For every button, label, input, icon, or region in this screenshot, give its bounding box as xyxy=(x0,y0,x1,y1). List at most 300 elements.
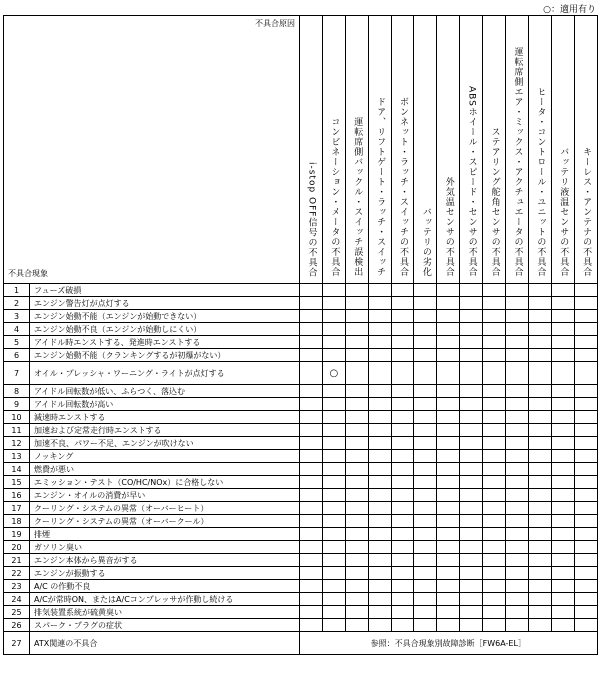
cause-cell xyxy=(528,424,551,437)
cause-cell xyxy=(528,450,551,463)
header-row xyxy=(4,16,598,284)
cause-cell xyxy=(322,411,345,424)
cause-cell xyxy=(528,515,551,528)
symptom-title: 不具合現象 xyxy=(8,269,48,278)
cause-cell xyxy=(322,593,345,606)
cause-cell xyxy=(460,398,483,411)
cause-cell xyxy=(460,424,483,437)
cause-cell xyxy=(391,323,414,336)
cause-cell xyxy=(437,310,460,323)
cause-cell xyxy=(368,336,391,349)
symptom-cell: エンジン・オイルの消費が早い xyxy=(30,489,300,502)
cause-cell xyxy=(574,297,597,310)
cause-header: キーレス・アンテナの不具合 xyxy=(574,16,597,284)
cause-cell xyxy=(551,450,574,463)
cause-cell xyxy=(391,450,414,463)
cause-cell xyxy=(551,567,574,580)
cause-cell xyxy=(574,437,597,450)
cause-cell xyxy=(414,411,437,424)
cause-cell xyxy=(437,580,460,593)
legend: ○：適用有り xyxy=(543,5,596,15)
table-row xyxy=(4,632,598,655)
cause-cell xyxy=(551,541,574,554)
cause-cell xyxy=(414,297,437,310)
cause-cell xyxy=(345,437,368,450)
cause-cell xyxy=(506,463,529,476)
cause-cell xyxy=(483,450,506,463)
cause-cell xyxy=(551,349,574,362)
cause-cell xyxy=(300,323,323,336)
cause-cell xyxy=(551,297,574,310)
cause-cell xyxy=(300,502,323,515)
cause-cell xyxy=(368,502,391,515)
cause-cell xyxy=(483,385,506,398)
symptom-cell: アイドル回転数が高い xyxy=(30,398,300,411)
cause-cell xyxy=(574,541,597,554)
cause-cell xyxy=(483,398,506,411)
cause-cell xyxy=(437,323,460,336)
cause-cell xyxy=(391,284,414,297)
cause-cell xyxy=(574,398,597,411)
cause-header: バッテリの劣化 xyxy=(414,16,437,284)
cause-cell xyxy=(345,502,368,515)
symptom-cell: アイドル時エンストする、発進時エンストする xyxy=(30,336,300,349)
cause-header: 運転席側バックル・スイッチ誤検出 xyxy=(345,16,368,284)
cause-cell xyxy=(322,489,345,502)
table-row xyxy=(4,593,598,606)
cause-cell xyxy=(528,502,551,515)
cause-cell xyxy=(574,411,597,424)
cause-cell xyxy=(528,528,551,541)
cause-cell xyxy=(460,606,483,619)
cause-cell xyxy=(414,362,437,385)
cause-cell xyxy=(460,297,483,310)
cause-cell xyxy=(483,580,506,593)
row-number: 6 xyxy=(4,349,30,362)
cause-cell xyxy=(300,463,323,476)
cause-cell xyxy=(414,554,437,567)
cause-cell xyxy=(460,450,483,463)
row-number: 9 xyxy=(4,398,30,411)
cause-cell xyxy=(345,411,368,424)
cause-header: ボンネット・ラッチ・スイッチの不具合 xyxy=(391,16,414,284)
cause-cell xyxy=(506,349,529,362)
cause-cell xyxy=(483,567,506,580)
symptom-cell: エンジン本体から異音がする xyxy=(30,554,300,567)
cause-cell xyxy=(528,567,551,580)
cause-cell xyxy=(414,476,437,489)
cause-cell xyxy=(506,336,529,349)
cause-cell xyxy=(368,541,391,554)
cause-cell xyxy=(437,567,460,580)
cause-cell xyxy=(414,580,437,593)
cause-cell xyxy=(322,437,345,450)
table-row xyxy=(4,310,598,323)
cause-cell xyxy=(300,541,323,554)
cause-cell xyxy=(437,349,460,362)
row-number: 1 xyxy=(4,284,30,297)
cause-cell xyxy=(460,593,483,606)
cause-cell xyxy=(437,385,460,398)
cause-header: 外気温センサの不具合 xyxy=(437,16,460,284)
cause-cell xyxy=(300,385,323,398)
cause-cell xyxy=(460,567,483,580)
cause-cell xyxy=(345,606,368,619)
cause-cell xyxy=(574,489,597,502)
cause-cell xyxy=(528,385,551,398)
cause-cell xyxy=(368,398,391,411)
cause-cell xyxy=(345,515,368,528)
cause-cell xyxy=(368,310,391,323)
table-row xyxy=(4,362,598,385)
table-row xyxy=(4,284,598,297)
table-row xyxy=(4,606,598,619)
cause-cell xyxy=(414,593,437,606)
row-number: 16 xyxy=(4,489,30,502)
row-number: 7 xyxy=(4,362,30,385)
cause-cell xyxy=(322,476,345,489)
cause-cell xyxy=(574,606,597,619)
symptom-cell: ノッキング xyxy=(30,450,300,463)
cause-cell xyxy=(551,424,574,437)
cause-cell xyxy=(483,323,506,336)
cause-cell xyxy=(460,489,483,502)
cause-cell xyxy=(574,349,597,362)
cause-cell xyxy=(322,580,345,593)
cause-cell xyxy=(437,593,460,606)
cause-cell xyxy=(574,554,597,567)
cause-cell xyxy=(506,450,529,463)
cause-cell xyxy=(368,437,391,450)
cause-cell xyxy=(414,463,437,476)
table-row xyxy=(4,385,598,398)
row-number: 22 xyxy=(4,567,30,580)
symptom-cell: エンジン始動不良（エンジンが始動しにくい） xyxy=(30,323,300,336)
cause-cell xyxy=(368,323,391,336)
cause-cell xyxy=(574,502,597,515)
cause-cell xyxy=(460,336,483,349)
row-number: 15 xyxy=(4,476,30,489)
cause-cell xyxy=(437,554,460,567)
cause-cell xyxy=(414,619,437,632)
symptom-cell: アイドル回転数が低い、ふらつく、落込む xyxy=(30,385,300,398)
cause-cell xyxy=(483,528,506,541)
cause-cell xyxy=(414,502,437,515)
cause-cell xyxy=(391,362,414,385)
cause-cell xyxy=(506,424,529,437)
cause-cell xyxy=(574,362,597,385)
cause-cell xyxy=(506,398,529,411)
cause-cell xyxy=(528,437,551,450)
cause-cell xyxy=(483,463,506,476)
symptom-cell: A/C の作動不良 xyxy=(30,580,300,593)
table-row xyxy=(4,336,598,349)
symptom-cell: ガソリン臭い xyxy=(30,541,300,554)
cause-cell xyxy=(460,349,483,362)
symptom-cell: エミッション・テスト（CO/HC/NOx）に合格しない xyxy=(30,476,300,489)
table-row xyxy=(4,502,598,515)
symptom-cell: エンジン始動不能（エンジンが始動できない） xyxy=(30,310,300,323)
cause-cell xyxy=(551,336,574,349)
cause-cell xyxy=(391,567,414,580)
cause-cell xyxy=(528,349,551,362)
row-number: 3 xyxy=(4,310,30,323)
row-number: 4 xyxy=(4,323,30,336)
table-row xyxy=(4,515,598,528)
cause-header: コンビネーション・メータの不具合 xyxy=(322,16,345,284)
cause-cell xyxy=(414,323,437,336)
cause-cell xyxy=(483,411,506,424)
cause-cell xyxy=(506,310,529,323)
cause-cell xyxy=(483,593,506,606)
cause-cell xyxy=(368,606,391,619)
cause-cell xyxy=(300,593,323,606)
table-row xyxy=(4,437,598,450)
cause-cell xyxy=(391,437,414,450)
cause-cell xyxy=(506,297,529,310)
cause-cell xyxy=(368,515,391,528)
cause-cell xyxy=(528,619,551,632)
cause-cell xyxy=(322,502,345,515)
table-row xyxy=(4,528,598,541)
cause-cell xyxy=(528,398,551,411)
cause-cell xyxy=(300,476,323,489)
row-number: 18 xyxy=(4,515,30,528)
row-number: 2 xyxy=(4,297,30,310)
table-row xyxy=(4,463,598,476)
cause-cell xyxy=(506,580,529,593)
cause-cell xyxy=(345,349,368,362)
cause-cell xyxy=(506,606,529,619)
cause-cell xyxy=(368,528,391,541)
cause-cell xyxy=(391,489,414,502)
cause-cell xyxy=(483,502,506,515)
cause-cell xyxy=(414,528,437,541)
cause-cell xyxy=(414,450,437,463)
applicable-mark: ○ xyxy=(322,362,345,385)
cause-cell xyxy=(483,619,506,632)
cause-cell xyxy=(322,450,345,463)
cause-cell xyxy=(460,541,483,554)
cause-cell xyxy=(483,349,506,362)
table-row xyxy=(4,411,598,424)
table-row xyxy=(4,450,598,463)
cause-cell xyxy=(528,580,551,593)
cause-cell xyxy=(322,297,345,310)
cause-cell xyxy=(345,323,368,336)
cause-cell xyxy=(460,362,483,385)
cause-cell xyxy=(345,567,368,580)
table-row xyxy=(4,424,598,437)
cause-cell xyxy=(345,593,368,606)
cause-cell xyxy=(345,580,368,593)
cause-cell xyxy=(528,554,551,567)
cause-cell xyxy=(414,515,437,528)
cause-cell xyxy=(322,554,345,567)
symptom-cell: エンジンが振動する xyxy=(30,567,300,580)
cause-cell xyxy=(368,385,391,398)
cause-cell xyxy=(483,336,506,349)
cause-cell xyxy=(414,398,437,411)
cause-cell xyxy=(437,463,460,476)
cause-cell xyxy=(391,502,414,515)
cause-cell xyxy=(368,424,391,437)
cause-cell xyxy=(368,476,391,489)
cause-cell xyxy=(574,323,597,336)
cause-cell xyxy=(300,489,323,502)
cause-cell xyxy=(551,323,574,336)
cause-cell xyxy=(391,593,414,606)
cause-cell xyxy=(551,554,574,567)
cause-cell xyxy=(391,463,414,476)
cause-cell xyxy=(300,424,323,437)
cause-cell xyxy=(414,349,437,362)
cause-cell xyxy=(528,362,551,385)
cause-cell xyxy=(391,411,414,424)
cause-cell xyxy=(300,297,323,310)
cause-cell xyxy=(551,398,574,411)
cause-cell xyxy=(300,554,323,567)
cause-cell xyxy=(574,528,597,541)
cause-cell xyxy=(345,554,368,567)
cause-cell xyxy=(414,310,437,323)
cause-cell xyxy=(551,502,574,515)
cause-cell xyxy=(414,336,437,349)
cause-cell xyxy=(391,619,414,632)
cause-cell xyxy=(368,567,391,580)
cause-cell xyxy=(574,580,597,593)
cause-header: ヒータ・コントロール・ユニットの不具合 xyxy=(528,16,551,284)
cause-cell xyxy=(391,476,414,489)
cause-cell xyxy=(460,619,483,632)
cause-cell xyxy=(506,541,529,554)
cause-cell xyxy=(368,411,391,424)
cause-cell xyxy=(483,310,506,323)
cause-cell xyxy=(551,515,574,528)
cause-cell xyxy=(483,437,506,450)
cause-cell xyxy=(345,310,368,323)
cause-cell xyxy=(391,385,414,398)
cause-cell xyxy=(345,541,368,554)
cause-cell xyxy=(322,336,345,349)
cause-cell xyxy=(460,323,483,336)
cause-cell xyxy=(528,593,551,606)
cause-cell xyxy=(322,463,345,476)
cause-cell xyxy=(322,385,345,398)
cause-cell xyxy=(322,349,345,362)
cause-cell xyxy=(506,437,529,450)
cause-cell xyxy=(322,528,345,541)
cause-cell xyxy=(414,284,437,297)
cause-cell xyxy=(300,362,323,385)
table-row xyxy=(4,489,598,502)
cause-cell xyxy=(551,619,574,632)
cause-cell xyxy=(368,450,391,463)
cause-cell xyxy=(345,489,368,502)
cause-cell xyxy=(460,554,483,567)
cause-cell xyxy=(345,284,368,297)
cause-cell xyxy=(574,284,597,297)
table-row xyxy=(4,619,598,632)
cause-cell xyxy=(551,362,574,385)
row-number: 25 xyxy=(4,606,30,619)
cause-cell xyxy=(528,323,551,336)
cause-cell xyxy=(437,297,460,310)
cause-cell xyxy=(368,580,391,593)
cause-cell xyxy=(483,297,506,310)
cause-cell xyxy=(483,489,506,502)
cause-cell xyxy=(437,606,460,619)
cause-cell xyxy=(483,424,506,437)
cause-cell xyxy=(368,362,391,385)
cause-cell xyxy=(322,284,345,297)
cause-title: 不具合原因 xyxy=(255,19,295,28)
cause-cell xyxy=(391,554,414,567)
cause-cell xyxy=(506,619,529,632)
cause-cell xyxy=(300,411,323,424)
cause-cell xyxy=(345,297,368,310)
cause-cell xyxy=(322,619,345,632)
cause-cell xyxy=(551,606,574,619)
cause-cell xyxy=(391,336,414,349)
cause-cell xyxy=(574,463,597,476)
cause-cell xyxy=(368,619,391,632)
cause-cell xyxy=(574,310,597,323)
cause-cell xyxy=(528,476,551,489)
cause-cell xyxy=(300,437,323,450)
symptom-cell: 排煙 xyxy=(30,528,300,541)
table-row xyxy=(4,297,598,310)
cause-cell xyxy=(574,515,597,528)
cause-cell xyxy=(551,593,574,606)
cause-cell xyxy=(460,284,483,297)
cause-cell xyxy=(460,310,483,323)
cause-cell xyxy=(483,606,506,619)
cause-cell xyxy=(551,580,574,593)
cause-cell xyxy=(368,463,391,476)
cause-header: ステアリング舵角センサの不具合 xyxy=(483,16,506,284)
cause-cell xyxy=(322,398,345,411)
table-row xyxy=(4,349,598,362)
cause-cell xyxy=(506,502,529,515)
cause-cell xyxy=(551,437,574,450)
cause-cell xyxy=(506,385,529,398)
cause-cell xyxy=(460,476,483,489)
cause-cell xyxy=(483,476,506,489)
symptom-cell: クーリング・システムの異常（オーバーヒート） xyxy=(30,502,300,515)
cause-cell xyxy=(460,580,483,593)
cause-cell xyxy=(460,411,483,424)
cause-cell xyxy=(414,606,437,619)
symptom-cell: スパーク・プラグの症状 xyxy=(30,619,300,632)
cause-cell xyxy=(528,606,551,619)
cause-cell xyxy=(460,463,483,476)
cause-cell xyxy=(368,593,391,606)
symptom-cell: 排気装置系統が硫黄臭い xyxy=(30,606,300,619)
cause-cell xyxy=(437,541,460,554)
cause-cell xyxy=(506,554,529,567)
cause-cell xyxy=(574,385,597,398)
cause-cell xyxy=(300,349,323,362)
cause-cell xyxy=(528,284,551,297)
cause-cell xyxy=(437,424,460,437)
cause-cell xyxy=(551,411,574,424)
header-corner xyxy=(4,16,300,284)
table-row xyxy=(4,398,598,411)
cause-cell xyxy=(574,424,597,437)
cause-cell xyxy=(391,424,414,437)
cause-cell xyxy=(414,541,437,554)
